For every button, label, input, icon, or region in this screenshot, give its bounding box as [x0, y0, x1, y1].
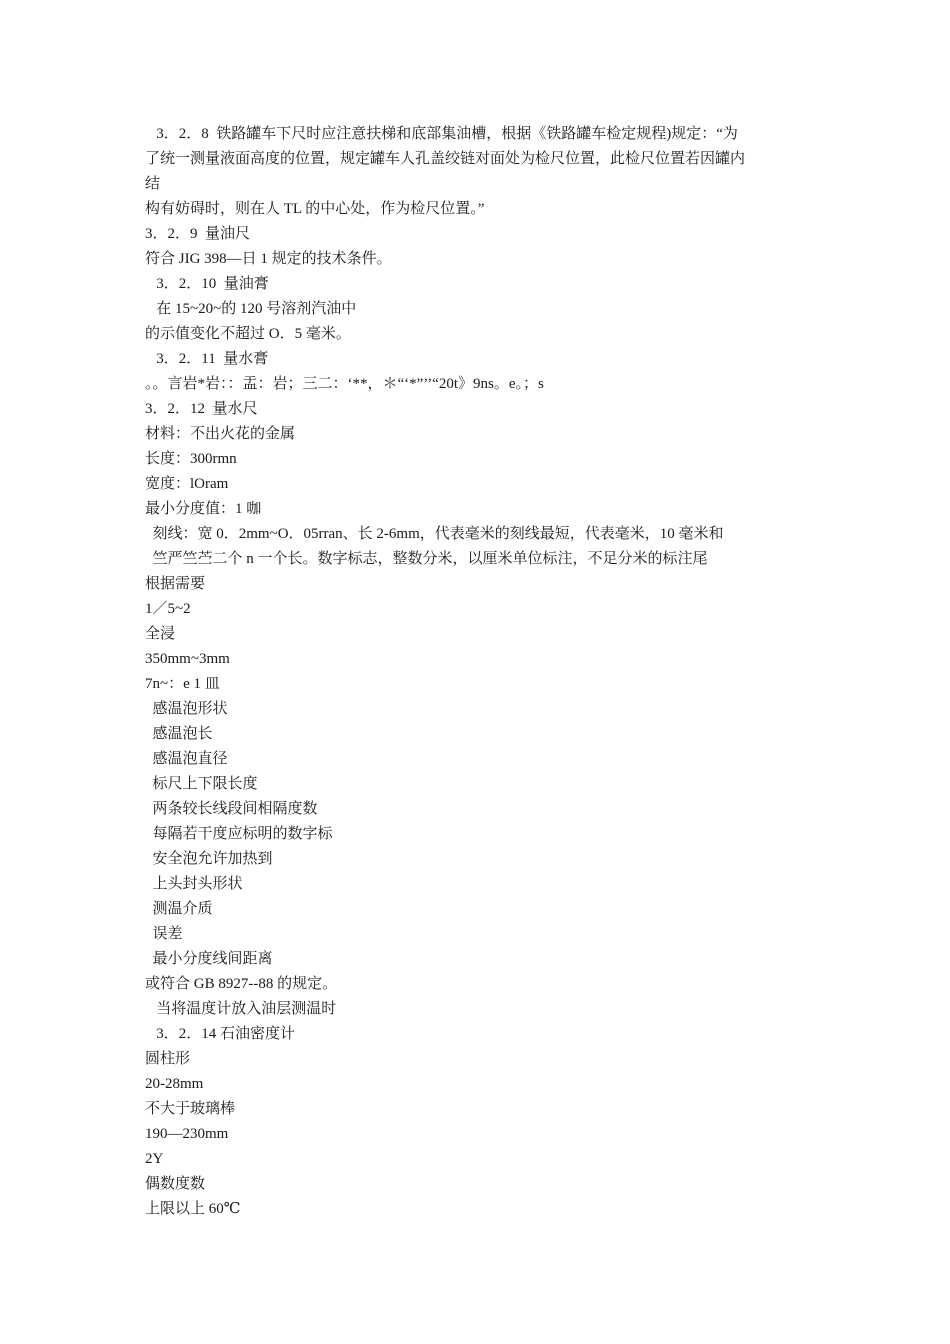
list-item: 标尺上下限长度 [145, 776, 258, 792]
text-line: 2Y [145, 1151, 164, 1167]
text-line: 当将温度计放入油层测温时 [145, 1001, 337, 1017]
text-line: 圆柱形 [145, 1051, 191, 1067]
section-heading: 3．2．9 量油尺 [145, 226, 251, 242]
list-item: 感温泡直径 [145, 751, 228, 767]
list-item: 误差 [145, 926, 183, 942]
section-heading: 3．2．10 量油膏 [145, 276, 269, 292]
text-line: 刻线：宽 0．2mm~O．05rran、长 2-6mm，代表毫米的刻线最短，代表毫米，10 毫米和 [145, 526, 724, 542]
section-heading: 3．2．14 石油密度计 [145, 1026, 296, 1042]
list-item: 测温介质 [145, 901, 213, 917]
list-item: 感温泡形状 [145, 701, 228, 717]
text-line: 的示值变化不超过 O．5 毫米。 [145, 326, 351, 342]
text-line: 长度：300rmn [145, 451, 237, 467]
text-line: 20-28mm [145, 1076, 204, 1092]
text-line: 。。言岩*岩：：盂：岩；三二：‘**，＊“‘*”’’“20t》9ns。e。；s [145, 376, 544, 392]
section-heading: 3．2．12 量水尺 [145, 401, 258, 417]
text-line: 350mm~3mm [145, 651, 230, 667]
text-line: 偶数度数 [145, 1176, 206, 1192]
text-line: 构有妨碍时，则在人 TL 的中心处，作为检尺位置。” [145, 201, 485, 217]
text-line: 1／5~2 [145, 601, 191, 617]
text-line: 符合 JIG 398—日 1 规定的技术条件。 [145, 251, 392, 267]
text-line: 3．2．8 铁路罐车下尺时应注意扶梯和底部集油槽，根据《铁路罐车检定规程)规定：“为 [145, 126, 738, 142]
list-item: 上头封头形状 [145, 876, 243, 892]
text-line: 在 15~20~的 120 号溶剂汽油中 [145, 301, 357, 317]
text-line: 了统一测量液面高度的位置，规定罐车人孔盖绞链对面处为检尺位置，此检尺位置若因罐内 [145, 151, 746, 167]
list-item: 每隔若干度应标明的数字标 [145, 826, 333, 842]
list-item: 最小分度线间距离 [145, 951, 273, 967]
text-line: 上限以上 60℃ [145, 1201, 241, 1217]
text-line: 全浸 [145, 626, 176, 642]
text-line: 宽度：lOram [145, 476, 229, 492]
list-item: 感温泡长 [145, 726, 213, 742]
text-line: 根据需要 [145, 576, 206, 592]
list-item: 安全泡允许加热到 [145, 851, 273, 867]
text-line: 最小分度值：1 咖 [145, 501, 262, 517]
text-line: 结 [145, 176, 161, 192]
document-body [145, 122, 815, 1222]
list-item: 两条较长线段间相隔度数 [145, 801, 318, 817]
text-line: 190—230mm [145, 1126, 229, 1142]
section-heading: 3．2．11 量水膏 [145, 351, 269, 367]
text-line: 7n~：e 1 皿 [145, 676, 220, 692]
text-line: 或符合 GB 8927--88 的规定。 [145, 976, 338, 992]
text-line: 材料：不出火花的金属 [145, 426, 296, 442]
text-line: 不大于玻璃棒 [145, 1101, 236, 1117]
text-line: 竺严竺苎二个 n 一个长。数字标志，整数分米，以厘米单位标注，不足分米的标注尾 [145, 551, 708, 567]
